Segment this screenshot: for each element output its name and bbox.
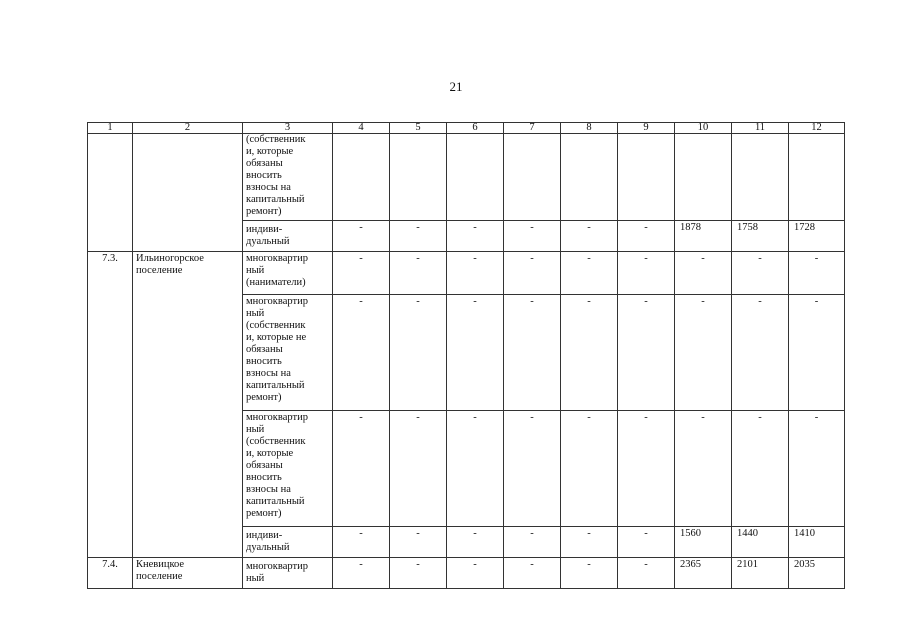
value-cell: 1758 (732, 221, 789, 252)
tariff-table (87, 122, 845, 589)
row-number-cell: 7.3. (88, 252, 133, 558)
value-cell: - (789, 411, 845, 527)
housing-type-cell: (собственник и, которые обязаны вносить взносы на капитальный ремонт) (243, 134, 333, 221)
housing-type-cell: индиви- дуальный (243, 527, 333, 558)
value-cell (789, 134, 845, 221)
header-cell: 10 (675, 123, 732, 134)
value-cell: - (447, 558, 504, 589)
header-cell: 3 (243, 123, 333, 134)
row-number-cell: 7.4. (88, 558, 133, 589)
value-cell: - (618, 411, 675, 527)
header-cell: 11 (732, 123, 789, 134)
value-cell (732, 134, 789, 221)
header-cell: 1 (88, 123, 133, 134)
value-cell (333, 134, 390, 221)
value-cell: 2365 (675, 558, 732, 589)
value-cell: - (447, 252, 504, 295)
header-cell: 4 (333, 123, 390, 134)
value-cell: - (732, 411, 789, 527)
value-cell: - (333, 295, 390, 411)
value-cell: - (618, 252, 675, 295)
value-cell: - (333, 411, 390, 527)
value-cell: - (561, 295, 618, 411)
value-cell: - (447, 221, 504, 252)
value-cell: - (333, 558, 390, 589)
housing-type-cell: многоквартир ный (собственник и, которые не обязаны вносить взносы на капитальный ремонт) (243, 295, 333, 411)
table-row (88, 252, 845, 295)
housing-type-cell: многоквартир ный (наниматели) (243, 252, 333, 295)
value-cell: 1728 (789, 221, 845, 252)
value-cell: - (447, 295, 504, 411)
value-cell (618, 134, 675, 221)
table-row (88, 558, 845, 589)
value-cell: 1878 (675, 221, 732, 252)
value-cell: - (618, 221, 675, 252)
value-cell: - (561, 252, 618, 295)
value-cell (390, 134, 447, 221)
value-cell: - (504, 252, 561, 295)
value-cell: - (504, 411, 561, 527)
value-cell: - (789, 252, 845, 295)
housing-type-cell: многоквартир ный (243, 558, 333, 589)
header-cell: 2 (133, 123, 243, 134)
value-cell: - (447, 527, 504, 558)
value-cell: - (390, 558, 447, 589)
settlement-name-cell: Ильиногорское поселение (133, 252, 243, 558)
value-cell: - (504, 295, 561, 411)
value-cell: - (504, 221, 561, 252)
value-cell: - (561, 558, 618, 589)
value-cell: - (390, 527, 447, 558)
value-cell: - (390, 252, 447, 295)
value-cell: - (618, 295, 675, 411)
value-cell: - (390, 295, 447, 411)
value-cell: 1440 (732, 527, 789, 558)
value-cell (675, 134, 732, 221)
value-cell: - (504, 527, 561, 558)
header-cell: 12 (789, 123, 845, 134)
settlement-name-cell: Кневицкое поселение (133, 558, 243, 589)
value-cell: - (561, 221, 618, 252)
value-cell: - (675, 295, 732, 411)
header-cell: 9 (618, 123, 675, 134)
value-cell: - (732, 295, 789, 411)
value-cell: - (504, 558, 561, 589)
value-cell: 1410 (789, 527, 845, 558)
housing-type-cell: многоквартир ный (собственник и, которые обязаны вносить взносы на капитальный ремонт) (243, 411, 333, 527)
settlement-name-cell (133, 134, 243, 252)
value-cell: 2035 (789, 558, 845, 589)
value-cell: - (618, 527, 675, 558)
value-cell: - (789, 295, 845, 411)
value-cell: - (333, 527, 390, 558)
value-cell: - (333, 252, 390, 295)
value-cell: - (447, 411, 504, 527)
value-cell: - (618, 558, 675, 589)
row-number-cell (88, 134, 133, 252)
table-row (88, 134, 845, 221)
value-cell: - (333, 221, 390, 252)
value-cell (504, 134, 561, 221)
value-cell: - (390, 411, 447, 527)
value-cell: - (561, 527, 618, 558)
header-cell: 6 (447, 123, 504, 134)
value-cell: 1560 (675, 527, 732, 558)
value-cell (561, 134, 618, 221)
header-cell: 7 (504, 123, 561, 134)
header-row (88, 123, 845, 134)
housing-type-cell: индиви- дуальный (243, 221, 333, 252)
value-cell: - (732, 252, 789, 295)
value-cell: - (675, 252, 732, 295)
value-cell: - (561, 411, 618, 527)
value-cell: - (390, 221, 447, 252)
value-cell: 2101 (732, 558, 789, 589)
page-number: 21 (449, 79, 463, 94)
header-cell: 8 (561, 123, 618, 134)
header-cell: 5 (390, 123, 447, 134)
value-cell: - (675, 411, 732, 527)
value-cell (447, 134, 504, 221)
